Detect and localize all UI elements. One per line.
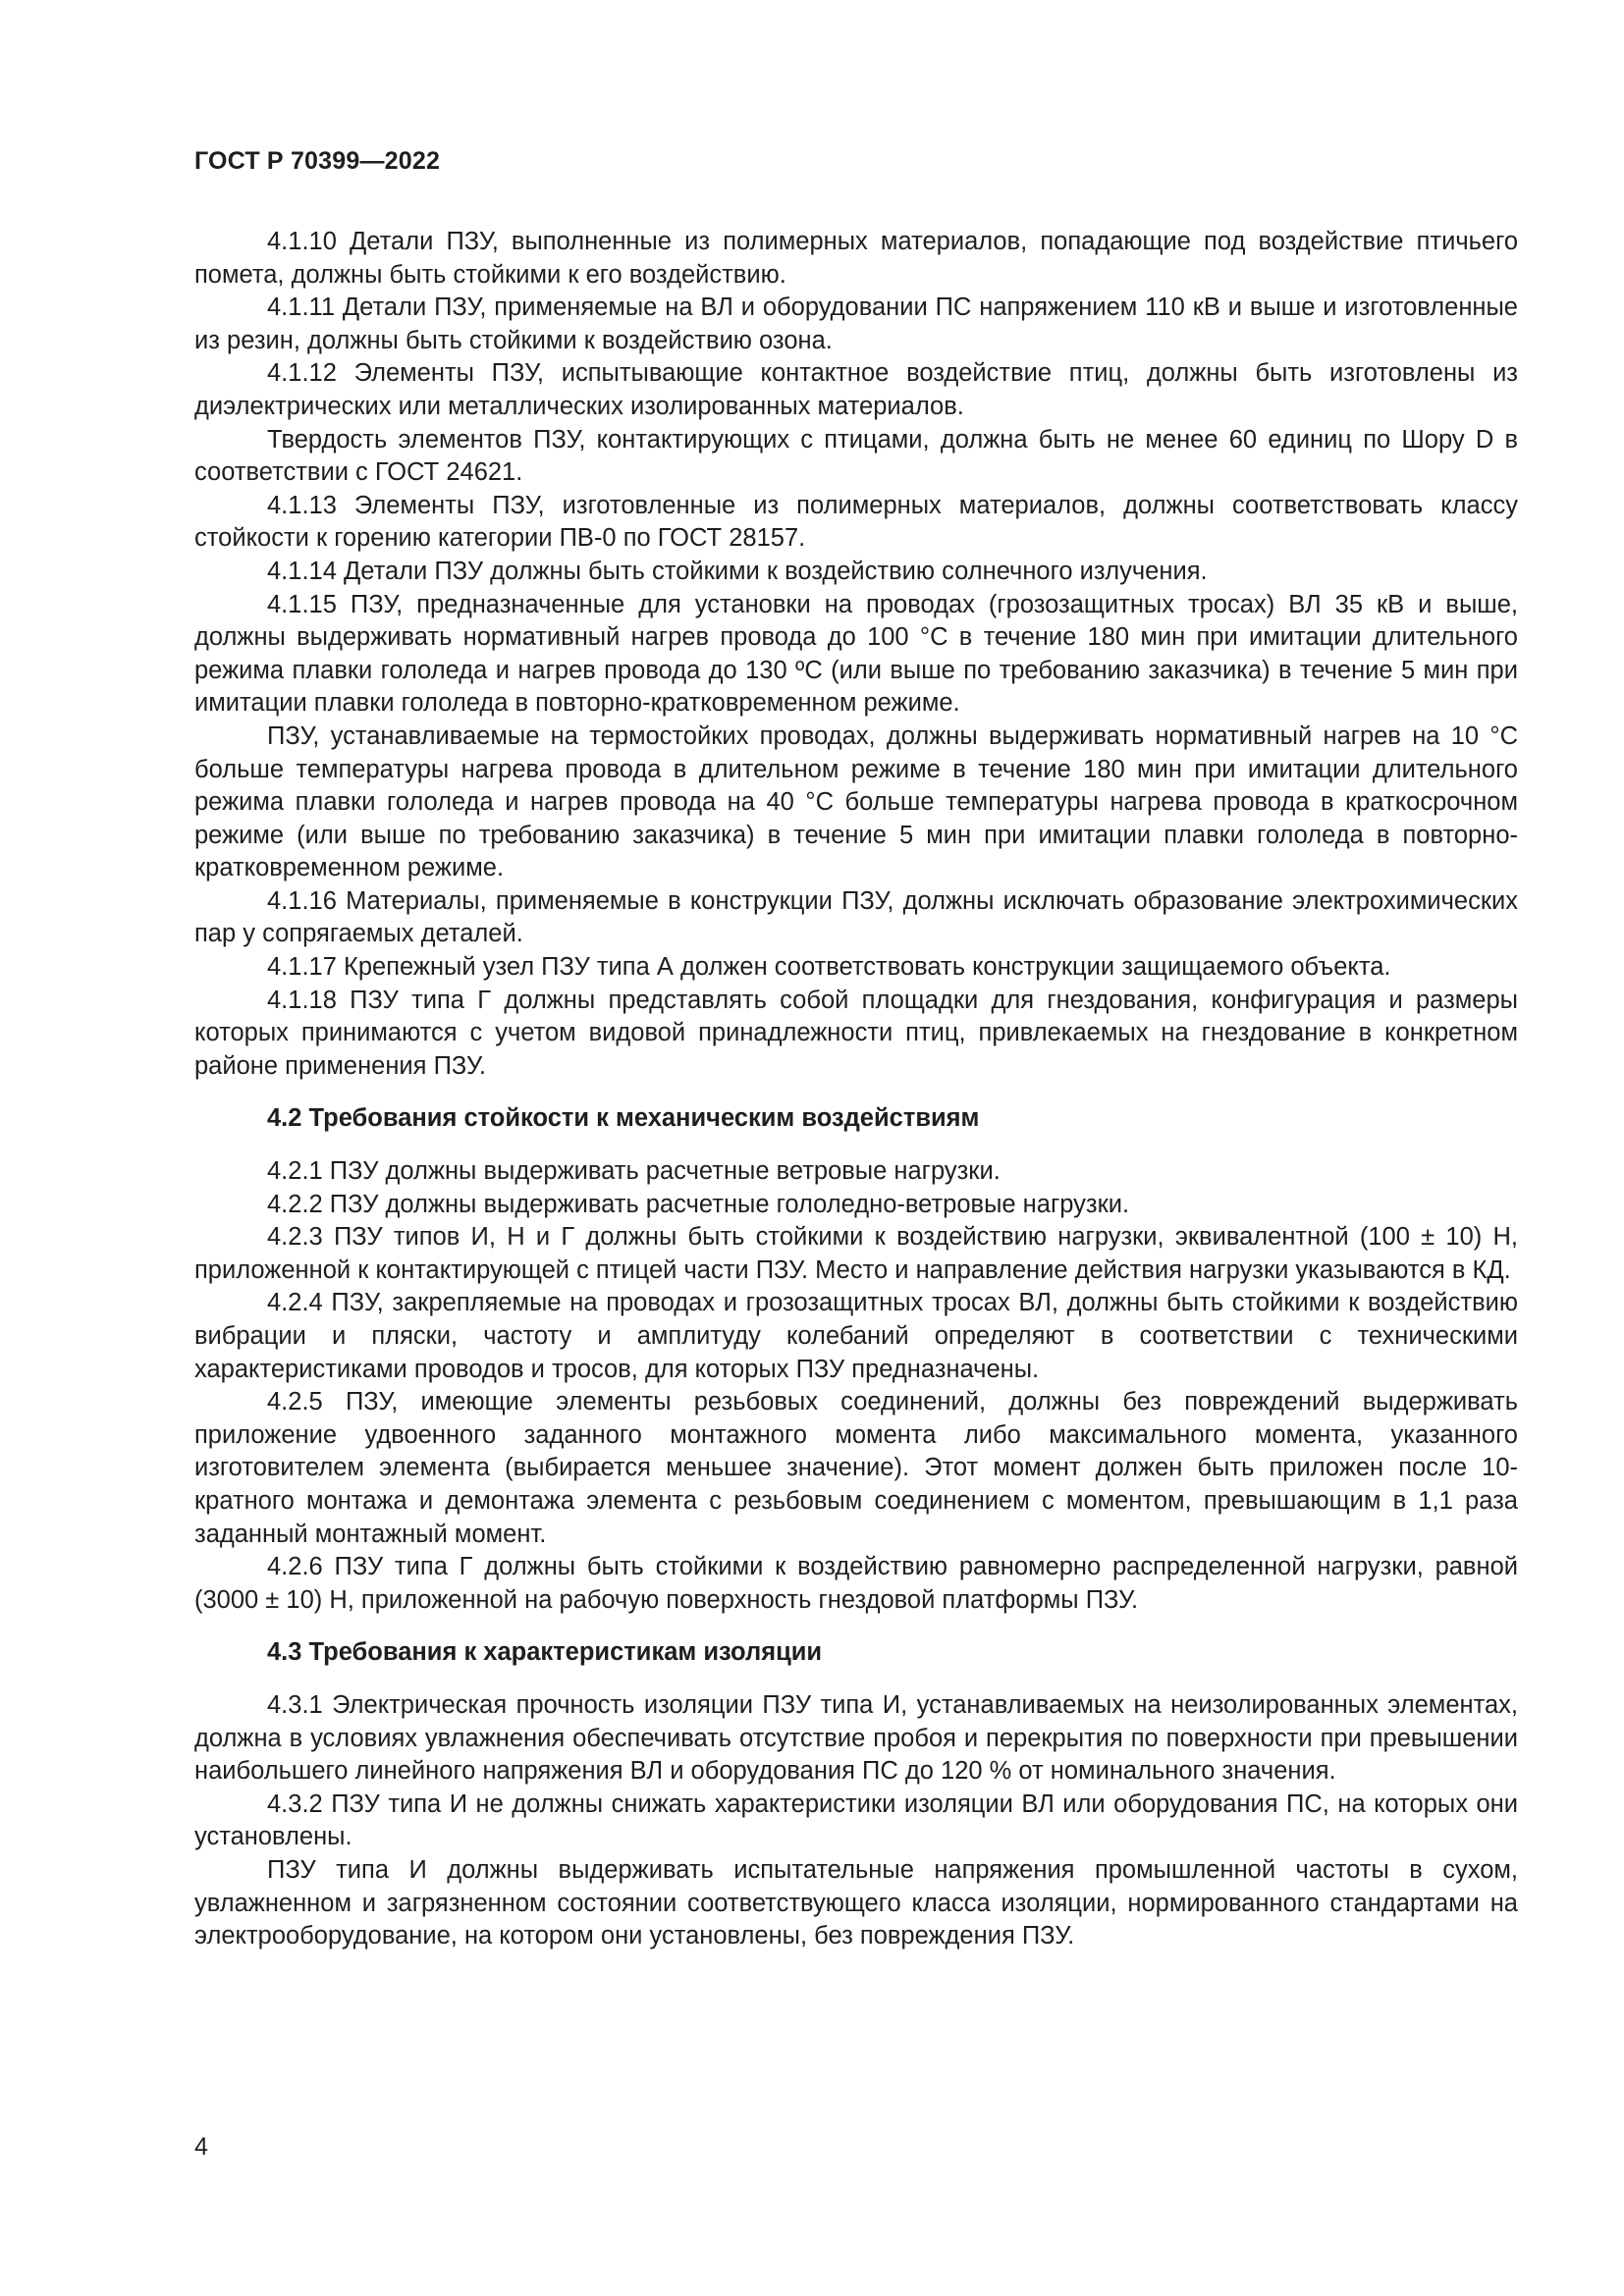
paragraph-4-1-12: 4.1.12 Элементы ПЗУ, испытывающие контактное воздействие птиц, должны быть изготовлены из диэлектрических или металлических изолированных материалов. [194,359,1518,420]
paragraph-4-1-18: 4.1.18 ПЗУ типа Г должны представлять собой площадки для гнездования, конфигурация и размеры которых принимаются с учетом видовой принадлежности птиц, привлекаемых на гнездование в конкретном районе применения ПЗУ. [194,986,1518,1080]
page-number: 4 [194,2133,208,2161]
paragraph-4-1-12-hardness: Твердость элементов ПЗУ, контактирующих с птицами, должна быть не менее 60 единиц по Шору D в соответствии с ГОСТ 24621. [194,425,1518,487]
paragraph-4-2-5: 4.2.5 ПЗУ, имеющие элементы резьбовых соединений, должны без повреждений выдерживать приложение удвоенного заданного монтажного момента либо максимального момента, указанного изготовителем элемента (выбирается меньшее значение). Этот момент должен быть приложен после 10-кратного монтажа и демонтажа элемента с резьбовым соединением с моментом, превышающим в 1,1 раза заданный монтажный момент. [194,1388,1518,1548]
paragraph-4-1-10: 4.1.10 Детали ПЗУ, выполненные из полимерных материалов, попадающие под воздействие птичьего помета, должны быть стойкими к его воздействию. [194,228,1518,289]
paragraph-4-2-1: 4.2.1 ПЗУ должны выдерживать расчетные ветровые нагрузки. [267,1157,1001,1186]
section-heading-4-3: 4.3 Требования к характеристикам изоляции [267,1638,823,1667]
paragraph-4-1-16: 4.1.16 Материалы, применяемые в конструкции ПЗУ, должны исключать образование электрохимических пар у сопрягаемых деталей. [194,886,1518,948]
paragraph-4-2-4: 4.2.4 ПЗУ, закрепляемые на проводах и грозозащитных тросах ВЛ, должны быть стойкими к воздействию вибрации и пляски, частоту и амплитуду колебаний определяют в соответствии с техническими характеристиками проводов и тросов, для которых ПЗУ предназначены. [194,1289,1518,1383]
paragraph-4-1-14: 4.1.14 Детали ПЗУ должны быть стойкими к воздействию солнечного излучения. [267,557,1208,585]
paragraph-4-1-17: 4.1.17 Крепежный узел ПЗУ типа А должен соответствовать конструкции защищаемого объекта. [267,953,1391,982]
paragraph-4-2-6: 4.2.6 ПЗУ типа Г должны быть стойкими к воздействию равномерно распределенной нагрузки, равной (3000 ± 10) Н, приложенной на рабочую поверхность гнездовой платформы ПЗУ. [194,1553,1518,1614]
paragraph-4-1-15: 4.1.15 ПЗУ, предназначенные для установки на проводах (грозозащитных тросах) ВЛ 35 кВ и выше, должны выдерживать нормативный нагрев провода до 100 °С в течение 180 мин при имитации длительного режима плавки гололеда и нагрев провода до 130 ºС (или выше по требованию заказчика) в течение 5 мин при имитации плавки гололеда в повторно-кратковременном режиме. [194,590,1518,718]
paragraph-4-3-2-test-voltage: ПЗУ типа И должны выдерживать испытательные напряжения промышленной частоты в сухом, увлажненном и загрязненном состоянии соответствующего класса изоляции, нормированного стандартами на электрооборудование, на котором они установлены, без повреждения ПЗУ. [194,1855,1518,1950]
paragraph-4-1-13: 4.1.13 Элементы ПЗУ, изготовленные из полимерных материалов, должны соответствовать классу стойкости к горению категории ПВ-0 по ГОСТ 28157. [194,491,1518,553]
paragraph-4-2-3: 4.2.3 ПЗУ типов И, Н и Г должны быть стойкими к воздействию нагрузки, эквивалентной (100 ± 10) Н, приложенной к контактирующей с птицей части ПЗУ. Место и направление действия нагрузки указываются в КД. [194,1223,1518,1284]
paragraph-4-1-15-thermo: ПЗУ, устанавливаемые на термостойких проводах, должны выдерживать нормативный нагрев на 10 °С больше температуры нагрева провода в длительном режиме в течение 180 мин при имитации длительного режима плавки гололеда и нагрев провода на 40 °С больше температуры нагрева провода в краткосрочном режиме (или выше по требованию заказчика) в течение 5 мин при имитации плавки гололеда в повторно-кратковременном режиме. [194,721,1518,882]
paragraph-4-2-2: 4.2.2 ПЗУ должны выдерживать расчетные гололедно-ветровые нагрузки. [267,1190,1130,1218]
paragraph-4-3-1: 4.3.1 Электрическая прочность изоляции ПЗУ типа И, устанавливаемых на неизолированных элементах, должна в условиях увлажнения обеспечивать отсутствие пробоя и перекрытия по поверхности при превышении наибольшего линейного напряжения ВЛ и оборудования ПС до 120 % от номинального значения. [194,1690,1518,1786]
document-header: ГОСТ Р 70399—2022 [194,147,441,175]
section-heading-4-2: 4.2 Требования стойкости к механическим воздействиям [267,1104,980,1133]
document-body [194,226,1518,1953]
paragraph-4-3-2: 4.3.2 ПЗУ типа И не должны снижать характеристики изоляции ВЛ или оборудования ПС, на которых они установлены. [194,1789,1518,1851]
paragraph-4-1-11: 4.1.11 Детали ПЗУ, применяемые на ВЛ и оборудовании ПС напряжением 110 кВ и выше и изготовленные из резин, должны быть стойкими к воздействию озона. [194,294,1518,354]
